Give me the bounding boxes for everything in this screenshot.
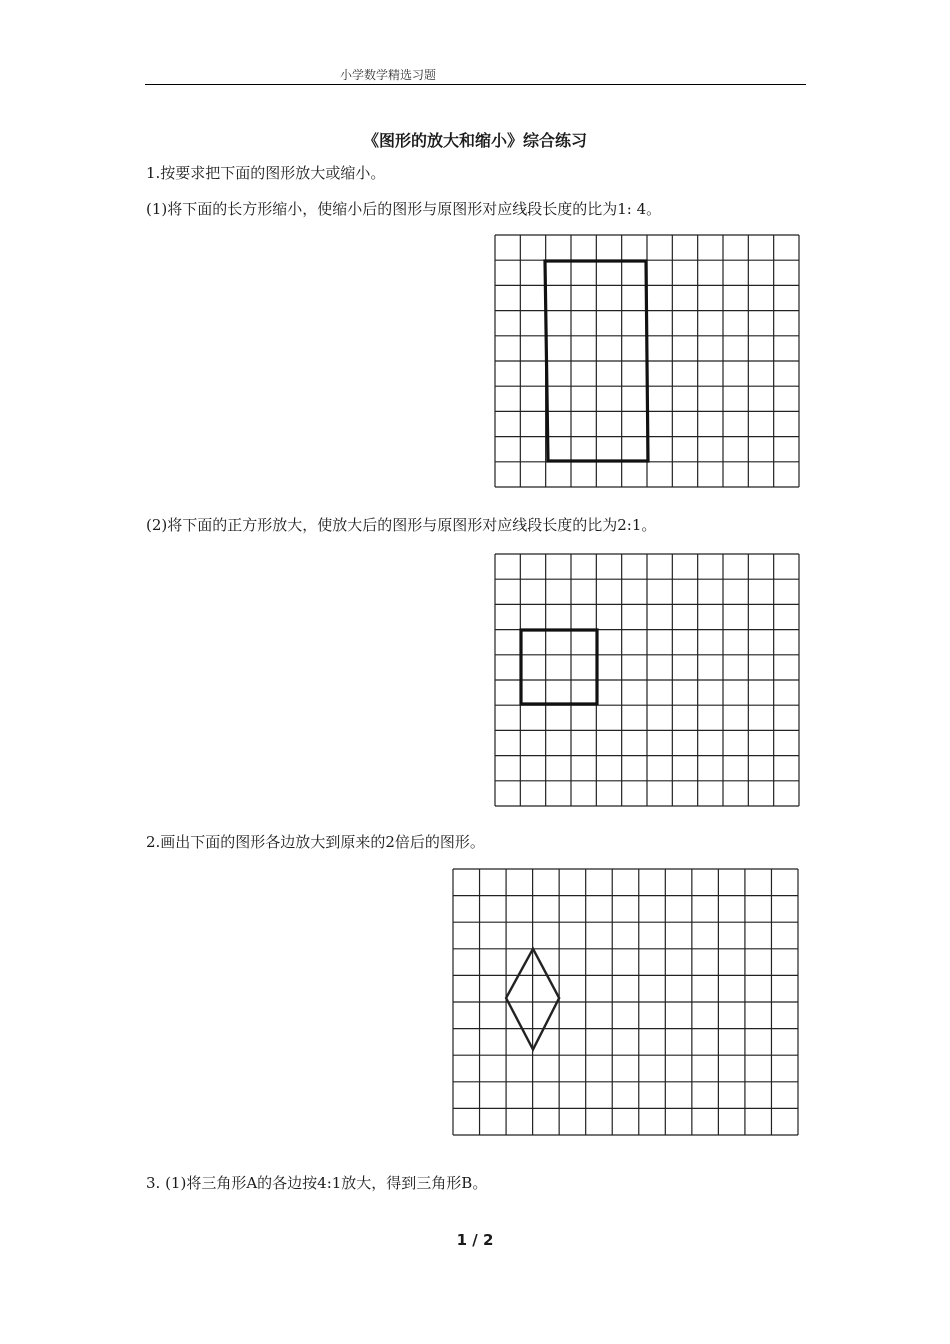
grid-lines (495, 554, 799, 806)
question-1-part-2: (2)将下面的正方形放大，使放大后的图形与原图形对应线段长度的比为2:1。 (146, 516, 657, 534)
worksheet-title: 《图形的放大和缩小》综合练习 (362, 131, 587, 150)
question-1-intro: 1.按要求把下面的图形放大或缩小。 (146, 164, 386, 182)
question-3: 3. (1)将三角形A的各边按4:1放大，得到三角形B。 (146, 1174, 488, 1192)
grid-figure-rhombus (451, 867, 801, 1137)
question-2: 2.画出下面的图形各边放大到原来的2倍后的图形。 (146, 833, 485, 851)
grid-figure-square (494, 553, 800, 807)
square-shape (521, 630, 597, 704)
page-header: 小学数学精选习题 (340, 68, 437, 82)
question-1-part-1: (1)将下面的长方形缩小，使缩小后的图形与原图形对应线段长度的比为1: 4。 (146, 200, 662, 218)
header-divider (145, 84, 806, 85)
grid-figure-rectangle (494, 234, 800, 488)
page-number: 1 / 2 (456, 1231, 494, 1249)
grid-lines (453, 869, 798, 1135)
